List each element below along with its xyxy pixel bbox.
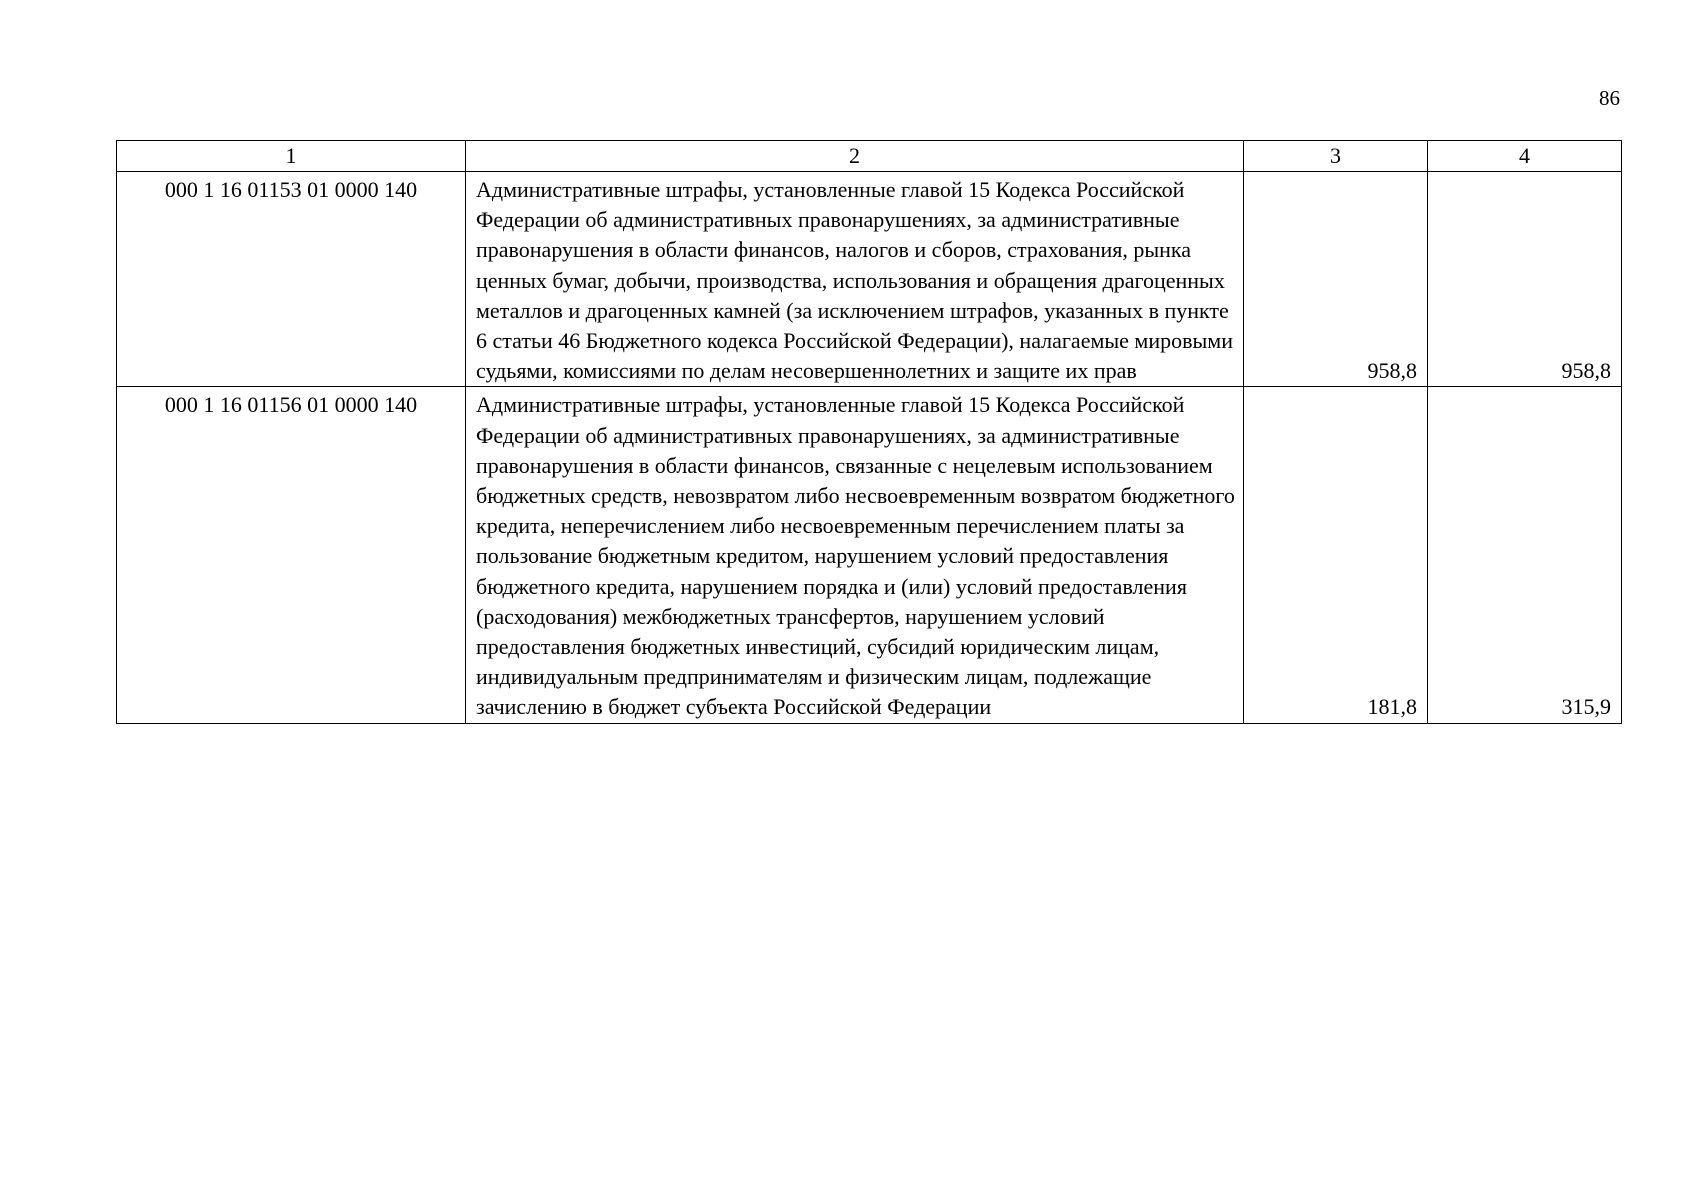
value-col3-cell: 181,8 <box>1244 387 1428 723</box>
budget-table <box>116 140 1622 724</box>
column-header-3: 3 <box>1244 141 1428 172</box>
budget-code-cell: 000 1 16 01153 01 0000 140 <box>117 172 466 387</box>
table-header-row <box>117 141 1622 172</box>
description-cell: Административные штрафы, установленные главой 15 Кодекса Российской Федерации об административных правонарушениях, за административные правонарушения в области финансов, налогов и сборов, страхования, рынка ценных бумаг, добычи, производства, использования и обращения драгоценных металлов и драгоценных камней (за исключением штрафов, указанных в пункте 6 статьи 46 Бюджетного кодекса Российской Федерации), налагаемые мировыми судьями, комиссиями по делам несовершеннолетних и защите их прав <box>466 172 1244 387</box>
budget-code-cell: 000 1 16 01156 01 0000 140 <box>117 387 466 723</box>
page-number: 86 <box>1599 86 1620 110</box>
column-header-2: 2 <box>466 141 1244 172</box>
column-header-1: 1 <box>117 141 466 172</box>
table-row <box>117 172 1622 387</box>
column-header-4: 4 <box>1428 141 1622 172</box>
value-col3-cell: 958,8 <box>1244 172 1428 387</box>
description-cell: Административные штрафы, установленные главой 15 Кодекса Российской Федерации об административных правонарушениях, за административные правонарушения в области финансов, связанные с нецелевым использованием бюджетных средств, невозвратом либо несвоевременным возвратом бюджетного кредита, неперечислением либо несвоевременным перечислением платы за пользование бюджетным кредитом, нарушением условий предоставления бюджетного кредита, нарушением порядка и (или) условий предоставления (расходования) межбюджетных трансфертов, нарушением условий предоставления бюджетных инвестиций, субсидий юридическим лицам, индивидуальным предпринимателям и физическим лицам, подлежащие зачислению в бюджет субъекта Российской Федерации <box>466 387 1244 723</box>
table-row <box>117 387 1622 723</box>
value-col4-cell: 958,8 <box>1428 172 1622 387</box>
value-col4-cell: 315,9 <box>1428 387 1622 723</box>
